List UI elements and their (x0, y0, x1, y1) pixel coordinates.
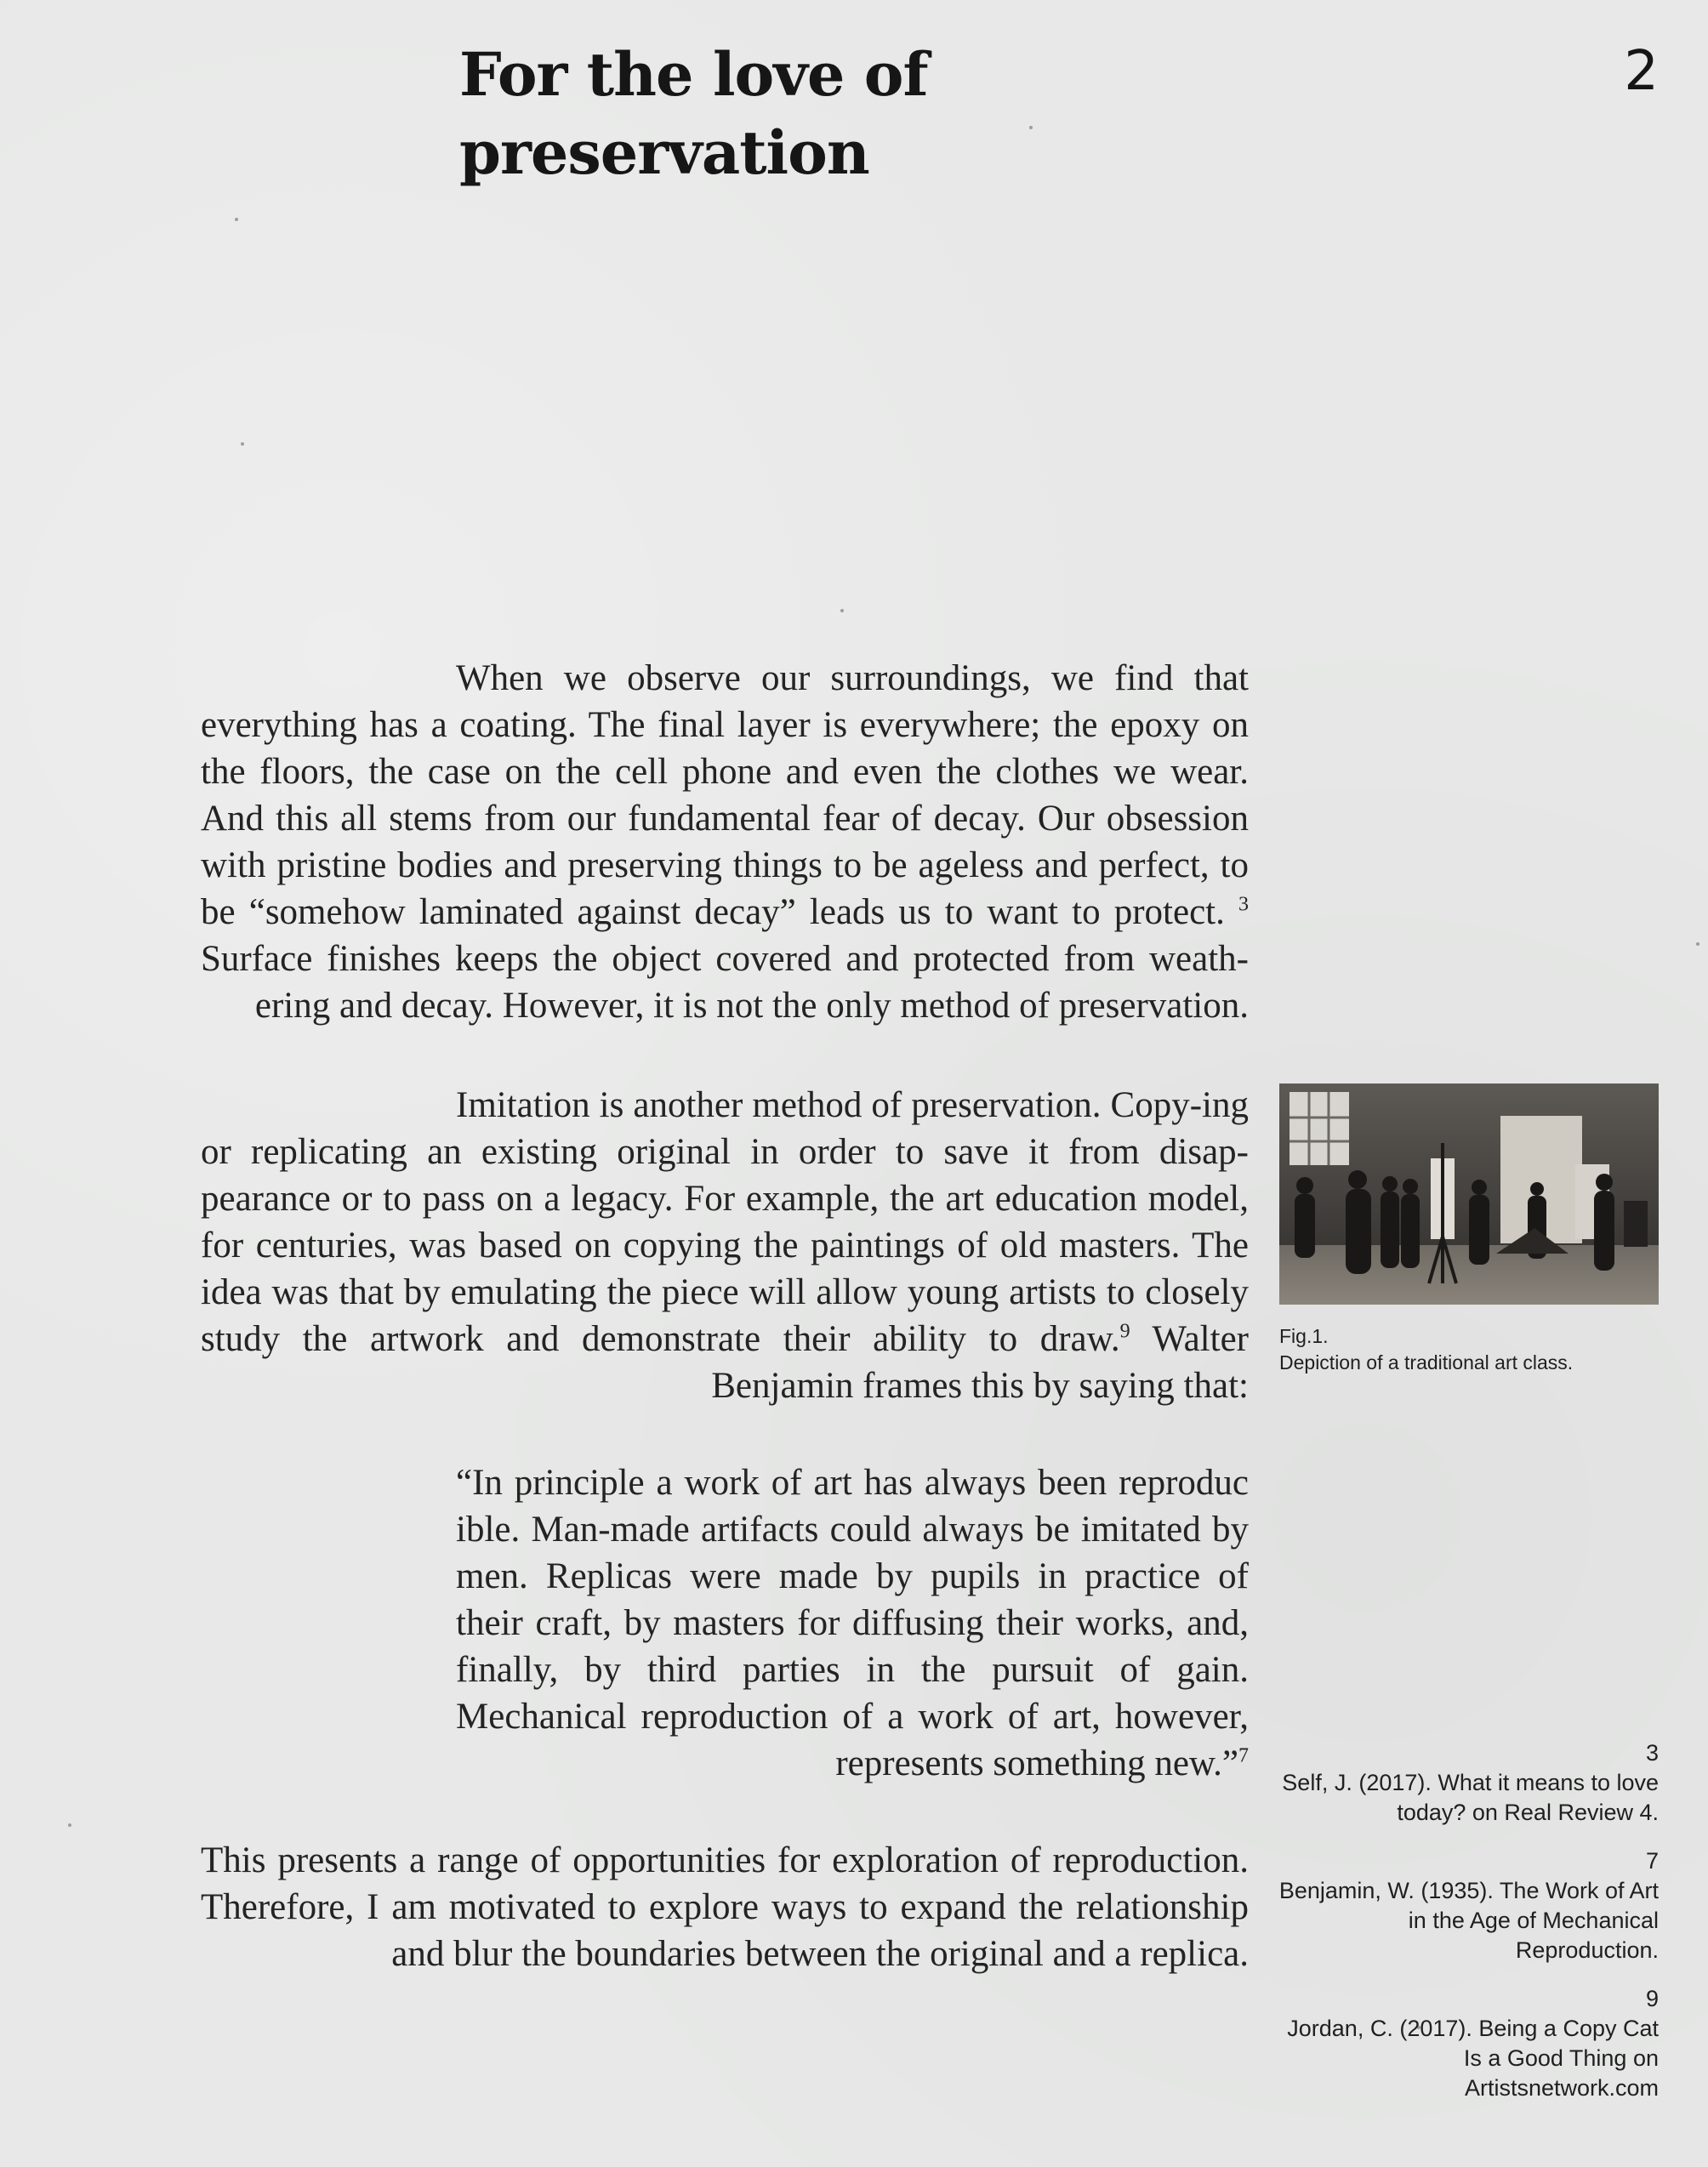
footnote-number: 3 (1645, 1740, 1659, 1766)
footnote-3 (1267, 1738, 1659, 1828)
footnote-reference-3: 3 (1238, 893, 1250, 916)
footnote-text: Self, J. (2017). What it means to love today? on Real Review 4. (1282, 1770, 1659, 1825)
paper-speck (1696, 942, 1699, 946)
paragraph-1-text: When we observe our surroundings, we find that everything has a coating. The final layer is everywhere; the epoxy on the floors, the case on the cell phone and even the clothes we wear. And this all stems from our fundamental fear of decay. Our obsession with pristine bodies and preserving things to be ageless and perfect, to be “somehow laminated against decay” leads us to want to protect. (201, 658, 1249, 932)
page-title (459, 36, 1157, 192)
paper-speck (235, 218, 238, 221)
paper-speck (840, 609, 844, 612)
paragraph-2-continued: Walter Benjamin frames this by saying that: (711, 1319, 1249, 1406)
footnote-number: 7 (1645, 1848, 1659, 1874)
page-number: 2 (1624, 40, 1659, 103)
chair-icon (1624, 1201, 1648, 1247)
paragraph-2-text: Imitation is another method of preservation. Copy-ing or replicating an existing original in order to save it from disap-pearance or to pass on a legacy. For example, the art education model, for centuries, was based on copying the paintings of old masters. The idea was that by emulating the piece will allow young artists to closely study the artwork and demonstrate their ability to draw. (201, 1085, 1249, 1359)
body-paragraph-2 (201, 1082, 1249, 1409)
body-paragraph-3: This presents a range of opportunities for exploration of reproduction. Therefore, I am motivated to explore ways to expand the relationship and blur the boundaries between the original and a replica. (201, 1840, 1249, 1974)
block-quote (456, 1459, 1249, 1787)
footnote-text: Jordan, C. (2017). Being a Copy Cat Is a Good Thing on Artistsnetwork.com (1287, 2016, 1659, 2101)
figure-caption (1279, 1323, 1679, 1376)
paragraph-1-continued: Surface finishes keeps the object covered and protected from weath-ering and decay. However, it is not the only method of preservation. (201, 939, 1249, 1026)
figure-caption-text: Depiction of a traditional art class. (1279, 1351, 1574, 1374)
art-class-photo (1279, 1084, 1659, 1305)
footnote-reference-9: 9 (1119, 1320, 1130, 1343)
footnote-reference-7: 7 (1238, 1744, 1249, 1767)
paper-speck (241, 442, 244, 446)
footnote-text: Benjamin, W. (1935). The Work of Art in the Age of Mechanical Reproduction. (1278, 1878, 1659, 1963)
body-paragraph-1 (201, 655, 1249, 1029)
footnotes-column (1267, 1738, 1659, 2122)
quote-text: “In principle a work of art has always been reproduc ible. Man-made artifacts could always be imitated by men. Replicas were made by pupils in practice of their craft, by masters for diffusing their works, and, finally, by third parties in the pursuit of gain. Mechanical reproduction of a work of art, however, represents something new.” (456, 1463, 1249, 1783)
title-line-1: For the love of (459, 39, 928, 110)
paper-speck (68, 1823, 71, 1827)
art-class-illustration (1279, 1084, 1659, 1305)
footnote-7 (1267, 1846, 1659, 1965)
figure-label: Fig.1. (1279, 1325, 1329, 1347)
title-line-2: preservation (459, 117, 869, 188)
footnote-9 (1267, 1984, 1659, 2103)
footnote-number: 9 (1645, 1986, 1659, 2011)
window-icon (1290, 1092, 1349, 1165)
